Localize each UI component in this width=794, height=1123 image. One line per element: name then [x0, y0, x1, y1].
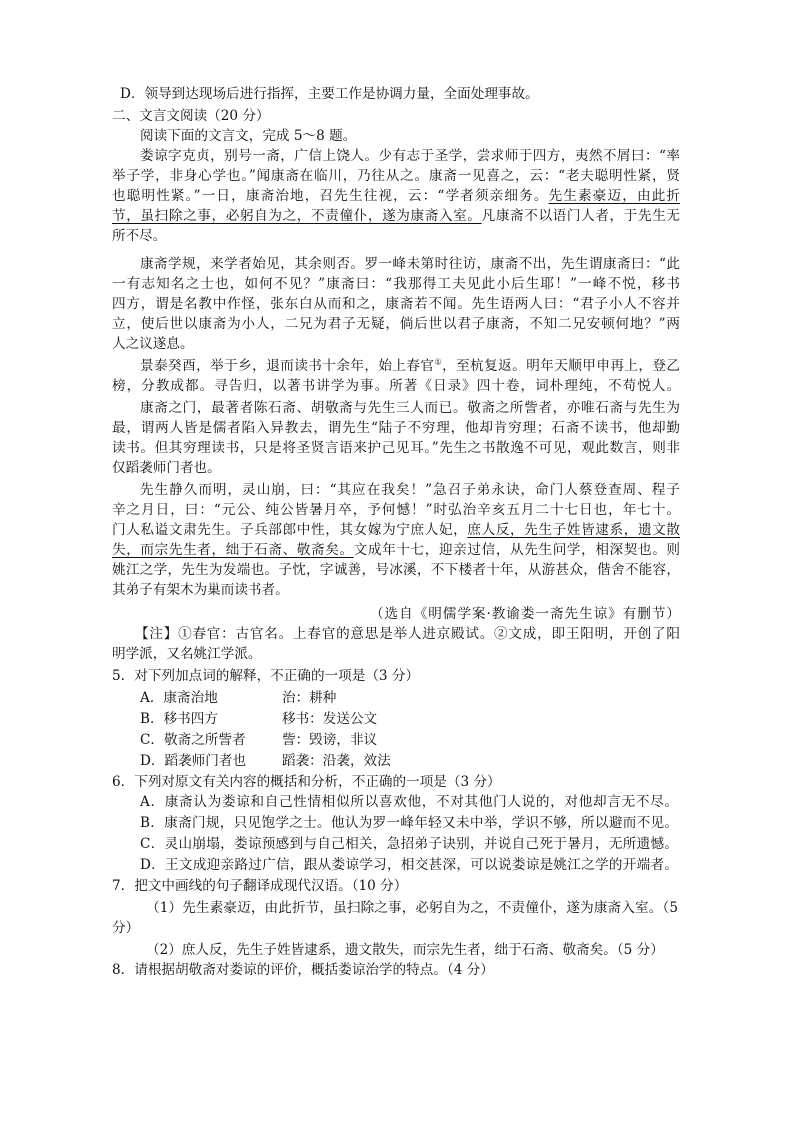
text-line	[140, 792, 678, 812]
text-run: 也聪明性紧。”一日，康斋治地，召先生往视，云：“学者须亲细务。	[112, 188, 549, 204]
text-line	[112, 418, 680, 438]
text-line	[140, 254, 680, 274]
text-run: 辛之月日，曰：“元公、纯公皆暑月卒，予何憾！”时弘治辛亥五月二十七日也，年七十。	[112, 502, 680, 518]
text-line	[112, 294, 680, 314]
text-line	[112, 500, 680, 520]
text-run: 7．把文中画线的句子翻译成现代汉语。（10 分）	[112, 878, 408, 894]
text-run: 一有志知名之士也，如何不见？”康斋曰：“我那得工夫见此小后生耶！”一峰不悦，移书	[112, 276, 680, 292]
text-run: 人之议遂息。	[112, 336, 194, 352]
text-line	[140, 834, 678, 854]
q5-option-gloss: 移书：发送公文	[282, 711, 378, 727]
text-run: 所不尽。	[112, 228, 167, 244]
text-line	[112, 772, 501, 792]
text-run: 榜，分教成都。寻告归，以著书讲学为事。所著《日录》四十卷，词朴理纯，不苟悦人。	[112, 378, 680, 394]
text-line	[112, 438, 680, 458]
text-run: 康斋学规，来学者始见，其余则否。罗一峰未第时往访，康斋不出，先生谓康斋曰：“此	[140, 256, 680, 272]
text-run: B．康斋门规，只见饱学之士。他认为罗一峰年轻又未中举，学识不够，所以避而不见。	[140, 815, 678, 831]
underlined-sentence: 先生素豪迈，由此折	[548, 188, 680, 204]
text-line	[140, 855, 678, 875]
text-run: 阅读下面的文言文，完成 5～8 题。	[140, 128, 357, 144]
footnote-marker: ①	[434, 357, 443, 367]
text-line	[140, 398, 680, 418]
text-run: 姚江之学，先生为发端也。子忱，字诚善，号冰溪，不下楼者十年，从游甚众，偕舍不能容，	[112, 562, 680, 578]
text-line	[120, 84, 550, 104]
text-line	[146, 940, 664, 960]
text-run: 分）	[112, 920, 140, 936]
text-run: 娄谅字克贞，别号一斋，广信上饶人。少有志于圣学，尝求师于四方，夷然不屑曰：“率	[140, 148, 680, 164]
text-line	[112, 644, 262, 664]
text-run: 其弟子有架木为巢而读书者。	[112, 582, 289, 598]
text-run: 举子学，非身心学也。”闻康斋在临川，乃往从之。康斋一见喜之，云：“老夫聪明性紧，贤	[112, 168, 680, 184]
q5-option-gloss: 治：耕种	[282, 690, 337, 706]
underlined-sentence: 失，而宗先生者，绌于石斋、敬斋矣。	[112, 542, 354, 558]
q5-option-label: C．敬斋之所訾者	[140, 732, 246, 748]
text-line	[112, 376, 680, 396]
text-line	[112, 580, 352, 600]
text-line	[140, 813, 678, 833]
text-run: 二、文言文阅读（20 分）	[112, 108, 270, 124]
text-run: （1）先生素豪迈，由此折节，虽扫除之事，必躬自为之，不责僮仆，遂为康斋入室。（5	[146, 900, 678, 916]
text-line	[112, 666, 420, 686]
text-line	[135, 624, 680, 644]
text-line	[140, 480, 680, 500]
text-line	[112, 186, 680, 206]
text-line	[146, 898, 678, 918]
text-line	[112, 314, 680, 334]
text-line	[140, 126, 360, 146]
q5-option-label: A．康斋治地	[140, 690, 218, 706]
text-line	[112, 274, 680, 294]
text-run: 明学派，又名姚江学派。	[112, 646, 262, 662]
text-line	[112, 876, 408, 896]
text-run: 四方，谓是名教中作怪，张东白从而和之，康斋若不闻。先生语两人曰：“君子小人不容并	[112, 296, 680, 312]
text-run: 门人私谥文肃先生。子兵部郎中性，其女嫁为宁庶人妃，	[112, 522, 468, 538]
q5-option-gloss: 訾：毁谤，非议	[282, 732, 378, 748]
text-run: ，至杭复返。明年天顺甲申再上，登乙	[442, 358, 681, 374]
text-run: 仅蹈袭师门者也。	[112, 460, 221, 476]
text-line	[112, 918, 142, 938]
text-line	[112, 226, 172, 246]
text-line	[112, 206, 680, 226]
text-run: D．领导到达现场后进行指挥，主要工作是协调力量，全面处理事故。	[120, 86, 539, 102]
text-run: 【注】①春官：古官名。上春官的意思是举人进京殿试。②文成，即王阳明，开创了阳	[135, 626, 680, 642]
text-line	[112, 520, 680, 540]
text-run: 凡康斋不以语门人者，于先生无	[481, 208, 681, 224]
text-run: （选自《明儒学案·教谕娄一斋先生谅》有删节）	[370, 606, 680, 622]
text-run: C．灵山崩塌，娄谅预感到与自己相关，急招弟子诀别，并说自己死于暑月，无所遗憾。	[140, 836, 678, 852]
text-run: 康斋之门，最著者陈石斋、胡敬斋与先生三人而已。敬斋之所訾者，亦唯石斋与先生为	[140, 400, 680, 416]
q5-option-gloss: 蹈袭：沿袭，效法	[282, 753, 391, 769]
text-run: （2）庶人反，先生子姓皆逮系，遗文散失，而宗先生者，绌于石斋、敬斋矣。（5 分）	[146, 942, 664, 958]
text-run: 8．请根据胡敬斋对娄谅的评价，概括娄谅治学的特点。（4 分）	[112, 962, 494, 978]
text-run: 5．对下列加点词的解释，不正确的一项是（3 分）	[112, 668, 420, 684]
underlined-sentence: 节，虽扫除之事，必躬自为之，不责僮仆，遂为康斋入室。	[112, 208, 482, 224]
text-run: 立，使后世以康斋为小人，二兄为君子无疑，倘后世以君子康斋，不知二兄安顿何地？”两	[112, 316, 680, 332]
text-line	[140, 356, 680, 376]
q5-option-label: D．蹈袭师门者也	[140, 753, 247, 769]
text-run: 6．下列对原文有关内容的概括和分析，不正确的一项是（3 分）	[112, 774, 501, 790]
text-line	[112, 540, 680, 560]
text-run: D．王文成迎亲路过广信，跟从娄谅学习，相交甚深，可以说娄谅是姚江之学的开端者。	[140, 857, 678, 873]
underlined-sentence: 庶人反，先生子姓皆逮系，遗文散	[467, 522, 681, 538]
text-run: 先生静久而明，灵山崩，曰：“其应在我矣！”急召子弟永诀，命门人蔡登查周、程子	[140, 482, 680, 498]
text-line	[370, 604, 680, 624]
text-line	[112, 334, 222, 354]
text-line	[112, 560, 680, 580]
text-line	[140, 146, 680, 166]
text-line	[112, 106, 272, 126]
text-line	[112, 458, 282, 478]
text-line	[112, 960, 494, 980]
text-run: 最，谓两人皆是儒者陷入异教去，谓先生“陆子不穷理，他却肯穷理；石斋不读书，他却勤	[112, 420, 680, 436]
text-line	[112, 166, 680, 186]
text-run: 读书。但其穷理读书，只是将圣贤言语来护己见耳。”先生之书散逸不可见，观此数言，则非	[112, 440, 680, 456]
text-run: A．康斋认为娄谅和自己性情相似所以喜欢他，不对其他门人说的，对他却言无不尽。	[140, 794, 678, 810]
q5-option-label: B．移书四方	[140, 711, 218, 727]
text-run: 文成年十七，迎亲过信，从先生问学，相深契也。则	[353, 542, 681, 558]
text-run: 景泰癸酉，举于乡，退而读书十余年，始上春官	[140, 358, 435, 374]
